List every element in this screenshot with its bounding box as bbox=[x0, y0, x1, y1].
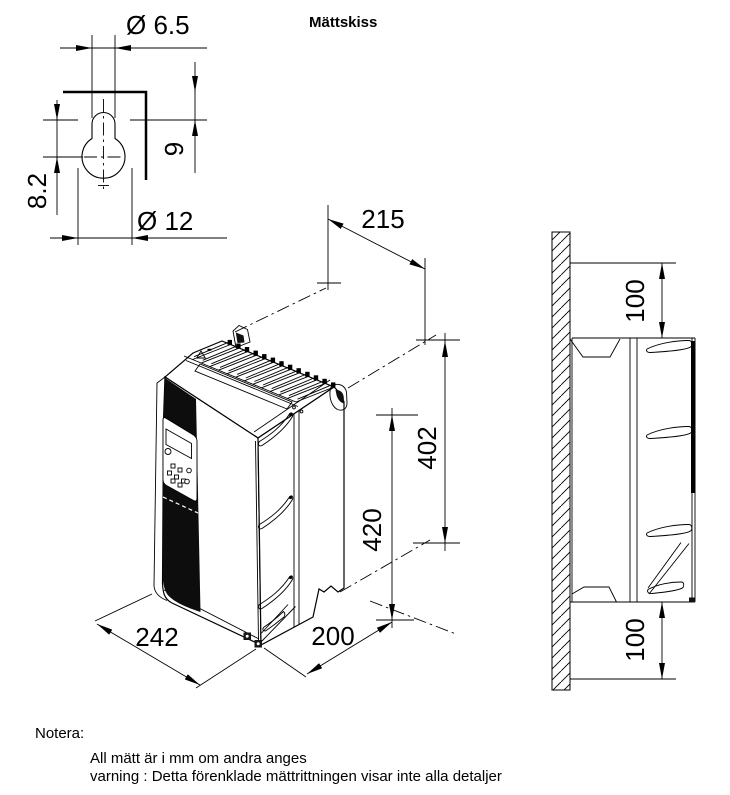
status-led bbox=[165, 449, 171, 455]
wall-mount-side-view bbox=[552, 232, 696, 690]
dim-base-depth-label: 200 bbox=[311, 621, 355, 651]
device-side-profile bbox=[570, 338, 696, 603]
bottom-wall-bracket bbox=[572, 587, 617, 602]
dim-mount-height-402 bbox=[340, 333, 460, 592]
dim-top-clearance-label: 100 bbox=[620, 279, 650, 323]
keyhole-mounting-detail bbox=[22, 10, 227, 245]
dim-depth-label: 215 bbox=[361, 204, 405, 234]
dim-total-height-label: 420 bbox=[357, 508, 387, 552]
notes-line-warning: varning : Detta förenklade mättrittningen visar inte alla detaljer bbox=[90, 768, 502, 785]
notes-line-units: All mätt är i mm om andra anges bbox=[90, 750, 307, 767]
dim-width-label: 242 bbox=[135, 622, 179, 652]
isometric-device-view bbox=[95, 204, 460, 688]
notes-heading: Notera: bbox=[35, 725, 85, 742]
mounting-corner-edge bbox=[63, 92, 146, 180]
wall-hatch bbox=[552, 232, 570, 690]
front-panel-edge-dark bbox=[691, 341, 696, 493]
page-title: Mättskiss bbox=[309, 14, 378, 31]
keyhole-edge-offset-label: 9 bbox=[159, 141, 189, 157]
dim-bottom-clearance-label: 100 bbox=[620, 618, 650, 662]
dim-mount-height-label: 402 bbox=[412, 426, 442, 470]
top-wall-bracket bbox=[570, 339, 620, 357]
keyhole-hole-diameter-label: Ø 12 bbox=[137, 206, 194, 236]
keyhole-slot-diameter-label: Ø 6.5 bbox=[126, 10, 190, 40]
keyhole-slot-depth-label: 8.2 bbox=[22, 172, 52, 210]
keyhole-slot-outline bbox=[82, 113, 125, 179]
